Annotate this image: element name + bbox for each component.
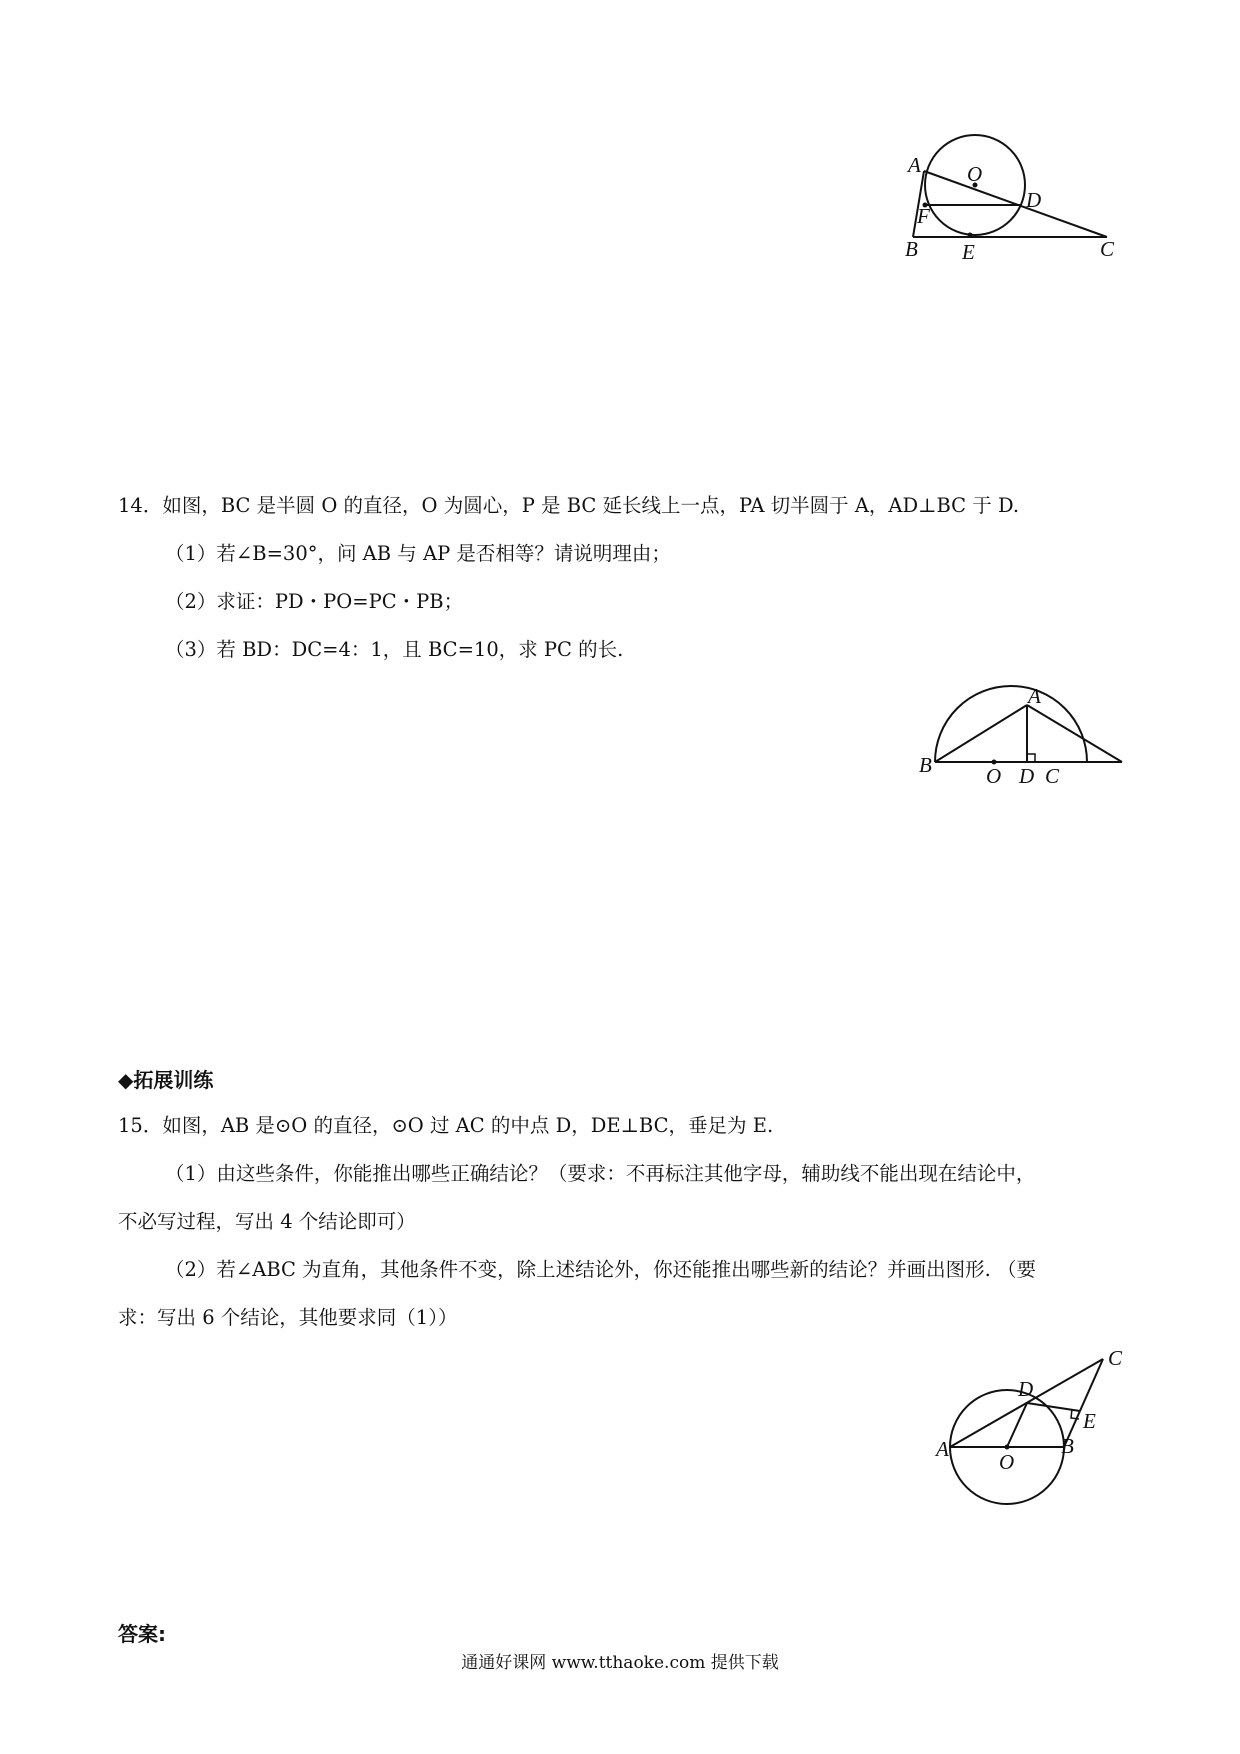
answer-heading: 答案: bbox=[118, 1622, 166, 1646]
figure-q14 bbox=[915, 684, 1135, 790]
q15-part1-line2: 不必写过程，写出 4 个结论即可） bbox=[118, 1210, 416, 1233]
label-D: D bbox=[1026, 188, 1042, 212]
q15-stem: 15．如图，AB 是⊙O 的直径，⊙O 过 AC 的中点 D，DE⊥BC，垂足为 E. bbox=[118, 1114, 774, 1137]
label-B: B bbox=[919, 753, 932, 777]
label-C: C bbox=[1045, 764, 1060, 788]
figure-q13 bbox=[895, 130, 1135, 270]
q15-part2-line2: 求：写出 6 个结论，其他要求同（1）） bbox=[118, 1306, 458, 1329]
label-C: C bbox=[1100, 237, 1115, 261]
footer-credit: 通通好课网 www.tthaoke.com 提供下载 bbox=[461, 1653, 779, 1673]
label-O: O bbox=[986, 764, 1002, 788]
label-A: A bbox=[1028, 684, 1041, 708]
label-D: D bbox=[1019, 764, 1035, 788]
label-B: B bbox=[1061, 1434, 1074, 1458]
figure-q15 bbox=[936, 1345, 1135, 1505]
label-E: E bbox=[1083, 1409, 1096, 1433]
label-D: D bbox=[1018, 1377, 1034, 1401]
label-F: F bbox=[917, 204, 930, 228]
extension-heading: ◆拓展训练 bbox=[118, 1068, 214, 1092]
q15-part2-line1: （2）若∠ABC 为直角，其他条件不变，除上述结论外，你还能推出哪些新的结论？并画出图形. （要 bbox=[165, 1258, 1037, 1281]
label-O: O bbox=[999, 1450, 1015, 1474]
q15-part1-line1: （1）由这些条件，你能推出哪些正确结论？（要求：不再标注其他字母，辅助线不能出现在结论中， bbox=[165, 1162, 1036, 1185]
q14-part2: （2）求证：PD・PO=PC・PB； bbox=[165, 590, 464, 613]
label-A: A bbox=[936, 1437, 949, 1461]
q14-part3: （3）若 BD：DC=4：1，且 BC=10，求 PC 的长. bbox=[165, 638, 624, 661]
label-B: B bbox=[905, 237, 918, 261]
label-E: E bbox=[962, 240, 975, 264]
label-A: A bbox=[908, 153, 921, 177]
label-O: O bbox=[967, 162, 983, 186]
q14-part1: （1）若∠B=30°，问 AB 与 AP 是否相等？请说明理由； bbox=[165, 542, 671, 565]
q14-stem: 14．如图，BC 是半圆 O 的直径，O 为圆心，P 是 BC 延长线上一点，PA 切半圆于 A，AD⊥BC 于 D. bbox=[118, 494, 1020, 517]
label-C: C bbox=[1108, 1346, 1123, 1370]
